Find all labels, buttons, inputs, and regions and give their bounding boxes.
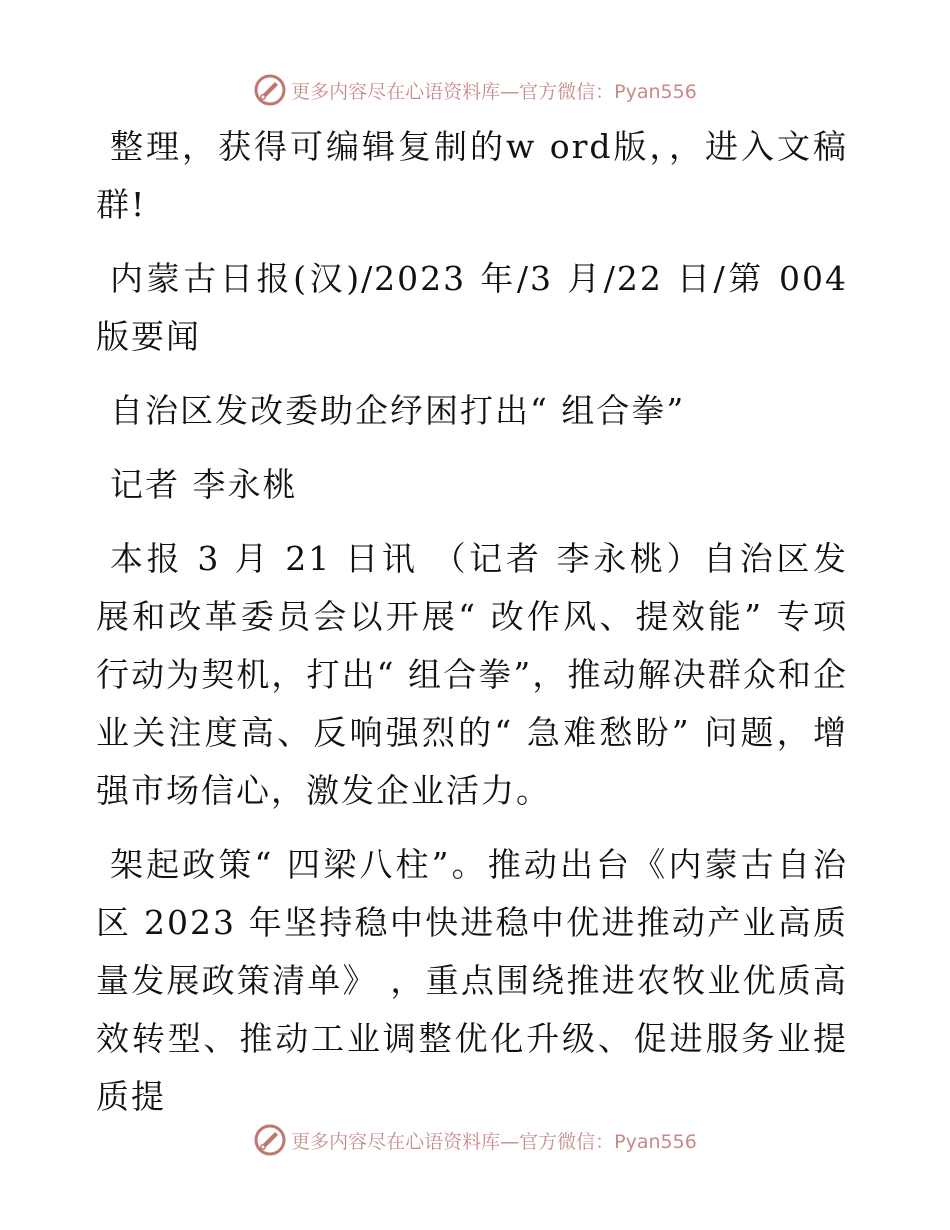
logo-icon — [253, 1123, 287, 1157]
paragraph-lead: 本报 3 月 21 日讯 （记者 李永桃）自治区发展和改革委员会以开展“ 改作风、提效能” 专项行动为契机，打出“ 组合拳”，推动解决群众和企业关注度高、反响强烈的“ 急难愁盼” 问题，增强市场信心，激发企业活力。 — [96, 539, 848, 810]
paragraph-policy: 架起政策“ 四梁八柱”。推动出台《内蒙古自治区 2023 年坚持稳中快进稳中优进推动产业高质量发展政策清单》 ，重点围绕推进农牧业优质高效转型、推动工业调整优化升级、促进服务业提质提 — [96, 845, 848, 1116]
watermark-text: 更多内容尽在心语资料库—官方微信：Pyan556 — [291, 80, 697, 103]
paragraph-intro-note: 整理，获得可编辑复制的w ord版，，进入文稿群! — [96, 127, 848, 224]
article-title: 自治区发改委助企纾困打出“ 组合拳” — [110, 391, 686, 430]
logo-icon — [253, 73, 287, 107]
document-body — [96, 118, 848, 1142]
article-byline: 记者 李永桃 — [110, 465, 298, 504]
watermark-text: 更多内容尽在心语资料库—官方微信：Pyan556 — [291, 1130, 697, 1153]
header-watermark — [0, 72, 950, 108]
paragraph-source-line: 内蒙古日报(汉)/2023 年/3 月/22 日/第 004 版要闻 — [96, 259, 848, 356]
footer-watermark — [0, 1122, 950, 1158]
